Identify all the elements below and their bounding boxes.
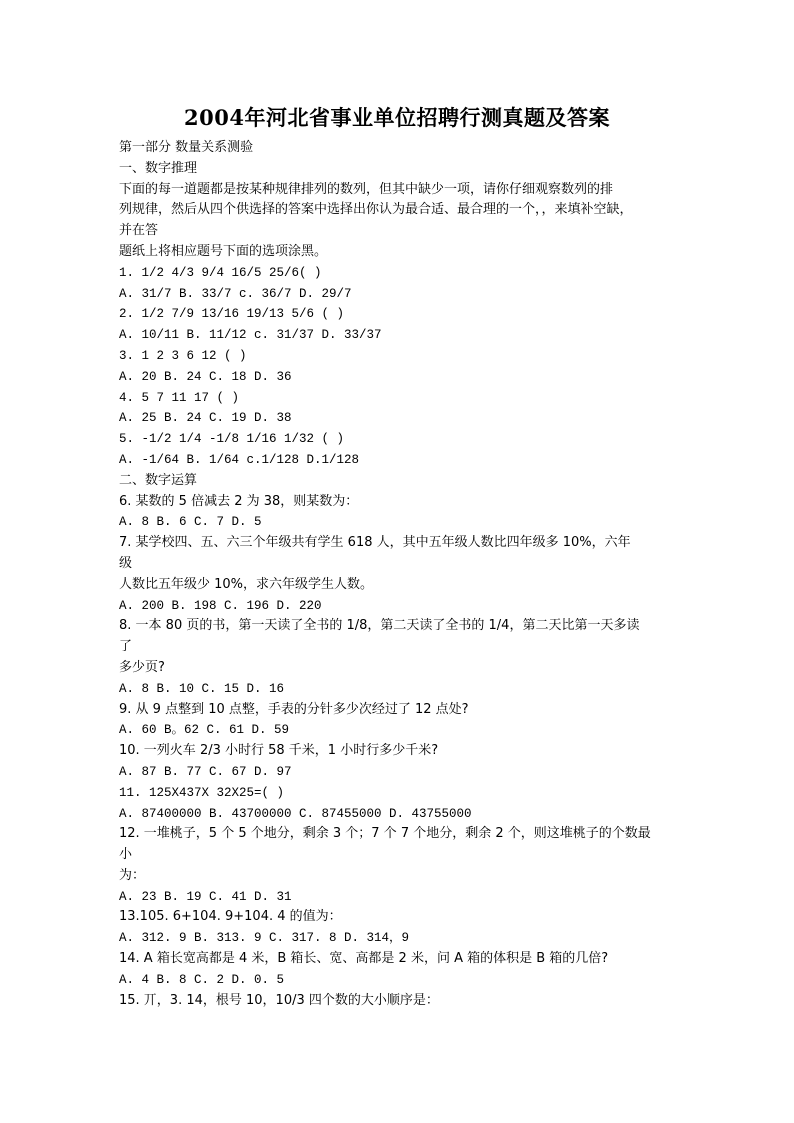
- question-line: 12. 一堆桃子，5 个 5 个地分，剩余 3 个；7 个 7 个地分，剩余 2 个，则这堆桃子的个数最: [119, 826, 651, 842]
- text-line: 下面的每一道题都是按某种规律排列的数列，但其中缺少一项，请你仔细观察数列的排: [119, 181, 614, 197]
- question-line: 7. 某学校四、五、六三个年级共有学生 618 人，其中五年级人数比四年级多 10%，六年: [119, 535, 631, 551]
- question-line: 8. 一本 80 页的书，第一天读了全书的 1/8，第二天读了全书的 1/4，第二天比第一天多读: [119, 618, 640, 634]
- question-line: 13.105. 6+104. 9+104. 4 的值为：: [119, 909, 342, 925]
- document-title: 2004年河北省事业单位招聘行测真题及答案: [184, 105, 610, 130]
- question-line: 9. 从 9 点整到 10 点整，手表的分针多少次经过了 12 点处?: [119, 701, 469, 717]
- answer-options: A. 200 B. 198 C. 196 D. 220: [119, 598, 322, 613]
- answer-options: A. 87400000 B. 43700000 C. 87455000 D. 43755000: [119, 806, 472, 821]
- question-line: 14. A 箱长宽高都是 4 米，B 箱长、宽、高都是 2 米，问 A 箱的体积是 B 箱的几倍?: [119, 951, 609, 967]
- answer-options: A. 8 B. 6 C. 7 D. 5: [119, 515, 262, 530]
- text-line: 人数比五年级少 10%，求六年级学生人数。: [119, 576, 374, 592]
- question-line: 2. 1/2 7/9 13/16 19/13 5/6 ( ): [119, 307, 345, 322]
- question-line: 6. 某数的 5 倍减去 2 为 38，则某数为：: [119, 493, 359, 509]
- question-line: 11. 125X437X 32X25=( ): [119, 785, 285, 800]
- answer-options: A. -1/64 B. 1/64 c.1/128 D.1/128: [119, 452, 360, 467]
- question-line: 5. -1/2 1/4 -1/8 1/16 1/32 ( ): [119, 432, 345, 447]
- document-body: [119, 138, 689, 1011]
- answer-options: A. 20 B. 24 C. 18 D. 36: [119, 369, 292, 384]
- section-heading: 一、数字推理: [119, 160, 198, 176]
- text-line: 了: [119, 639, 133, 655]
- text-line: 级: [119, 555, 133, 571]
- text-line: 并在答: [119, 223, 159, 239]
- answer-options: A. 312. 9 B. 313. 9 C. 317. 8 D. 314，9: [119, 931, 410, 946]
- text-line: 为：: [119, 867, 146, 883]
- text-line: 列规律，然后从四个供选择的答案中选择出你认为最合适、最合理的一个，，来填补空缺，: [119, 202, 633, 218]
- question-line: 10. 一列火车 2/3 小时行 58 千米，1 小时行多少千米?: [119, 743, 439, 759]
- answer-options: A. 23 B. 19 C. 41 D. 31: [119, 889, 292, 904]
- text-line: 题纸上将相应题号下面的选项涂黑。: [119, 243, 328, 259]
- part-heading: 第一部分 数量关系测验: [119, 140, 254, 155]
- question-line: 3. 1 2 3 6 12 ( ): [119, 348, 247, 363]
- answer-options: A. 31/7 B. 33/7 c. 36/7 D. 29/7: [119, 286, 352, 301]
- answer-options: A. 87 B. 77 C. 67 D. 97: [119, 764, 292, 779]
- answer-options: A. 4 B. 8 C. 2 D. 0. 5: [119, 972, 285, 987]
- section-heading: 二、数字运算: [119, 472, 198, 488]
- answer-options: A. 8 B. 10 C. 15 D. 16: [119, 681, 285, 696]
- answer-options: A. 25 B. 24 C. 19 D. 38: [119, 411, 292, 426]
- text-line: 多少页?: [119, 659, 165, 675]
- answer-options: A. 10/11 B. 11/12 c. 31/37 D. 33/37: [119, 328, 382, 343]
- text-line: 小: [119, 847, 133, 863]
- question-line: 4. 5 7 11 17 ( ): [119, 390, 240, 405]
- answer-options: A. 60 B。62 C. 61 D. 59: [119, 723, 290, 738]
- question-line: 1. 1/2 4/3 9/4 16/5 25/6( ): [119, 265, 322, 280]
- question-line: 15. 丌，3. 14，根号 10，10/3 四个数的大小顺序是：: [119, 992, 439, 1008]
